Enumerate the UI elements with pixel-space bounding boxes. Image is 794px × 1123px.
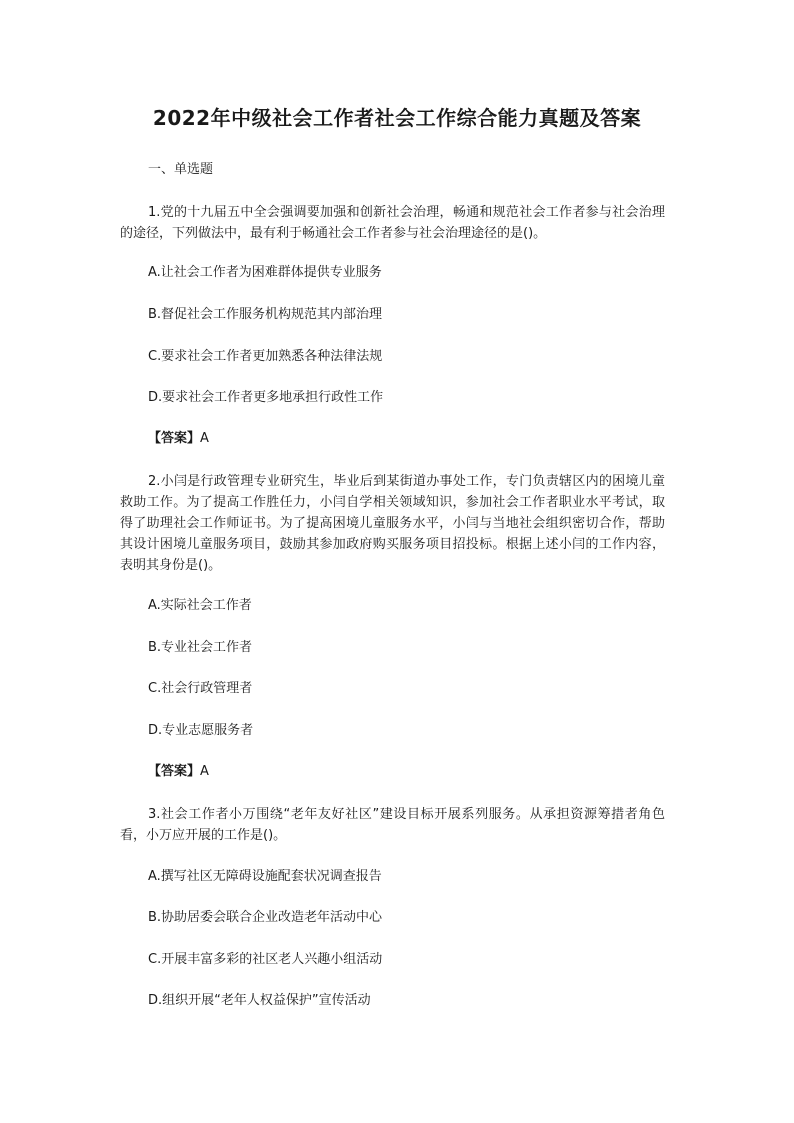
question-3-option-d: D.组织开展“老年人权益保护”宣传活动 [148, 993, 371, 1008]
question-3-stem: 3.社会工作者小万围绕“老年友好社区”建设目标开展系列服务。从承担资源筹措者角色看，小万应开展的工作是()。 [120, 807, 665, 843]
question-1-stem: 1.党的十九届五中全会强调要加强和创新社会治理，畅通和规范社会工作者参与社会治理的途径，下列做法中，最有利于畅通社会工作者参与社会治理途径的是()。 [120, 205, 665, 241]
question-2-option-b: B.专业社会工作者 [148, 640, 253, 655]
question-3-option-b: B.协助居委会联合企业改造老年活动中心 [148, 910, 383, 925]
question-3-option-a: A.撰写社区无障碍设施配套状况调查报告 [148, 869, 382, 884]
answer-value: A [200, 764, 209, 779]
answer-value: A [200, 431, 209, 446]
question-2-option-c: C.社会行政管理者 [148, 681, 253, 696]
question-2-option-a: A.实际社会工作者 [148, 598, 252, 613]
question-1-option-b: B.督促社会工作服务机构规范其内部治理 [148, 307, 383, 322]
question-2-option-d: D.专业志愿服务者 [148, 723, 254, 738]
question-3-option-c: C.开展丰富多彩的社区老人兴趣小组活动 [148, 952, 383, 967]
question-1-option-d: D.要求社会工作者更多地承担行政性工作 [148, 390, 384, 405]
document-title: 2022年中级社会工作者社会工作综合能力真题及答案 [152, 106, 642, 130]
answer-label: 【答案】 [148, 764, 201, 779]
question-1-answer [120, 429, 708, 449]
question-2-answer [120, 762, 708, 782]
answer-label: 【答案】 [148, 431, 201, 446]
question-1-option-a: A.让社会工作者为困难群体提供专业服务 [148, 265, 382, 280]
question-1-option-c: C.要求社会工作者更加熟悉各种法律法规 [148, 349, 383, 364]
section-heading: 一、单选题 [148, 162, 214, 177]
question-2-stem: 2.小闫是行政管理专业研究生，毕业后到某街道办事处工作，专门负责辖区内的困境儿童救助工作。为了提高工作胜任力，小闫自学相关领域知识，参加社会工作者职业水平考试，取得了助理社会工作师证书。为了提高困境儿童服务水平，小闫与当地社会组织密切合作，帮助其设计困境儿童服务项目，鼓励其参加政府购买服务项目招投标。根据上述小闫的工作内容，表明其身份是()。 [120, 474, 665, 573]
